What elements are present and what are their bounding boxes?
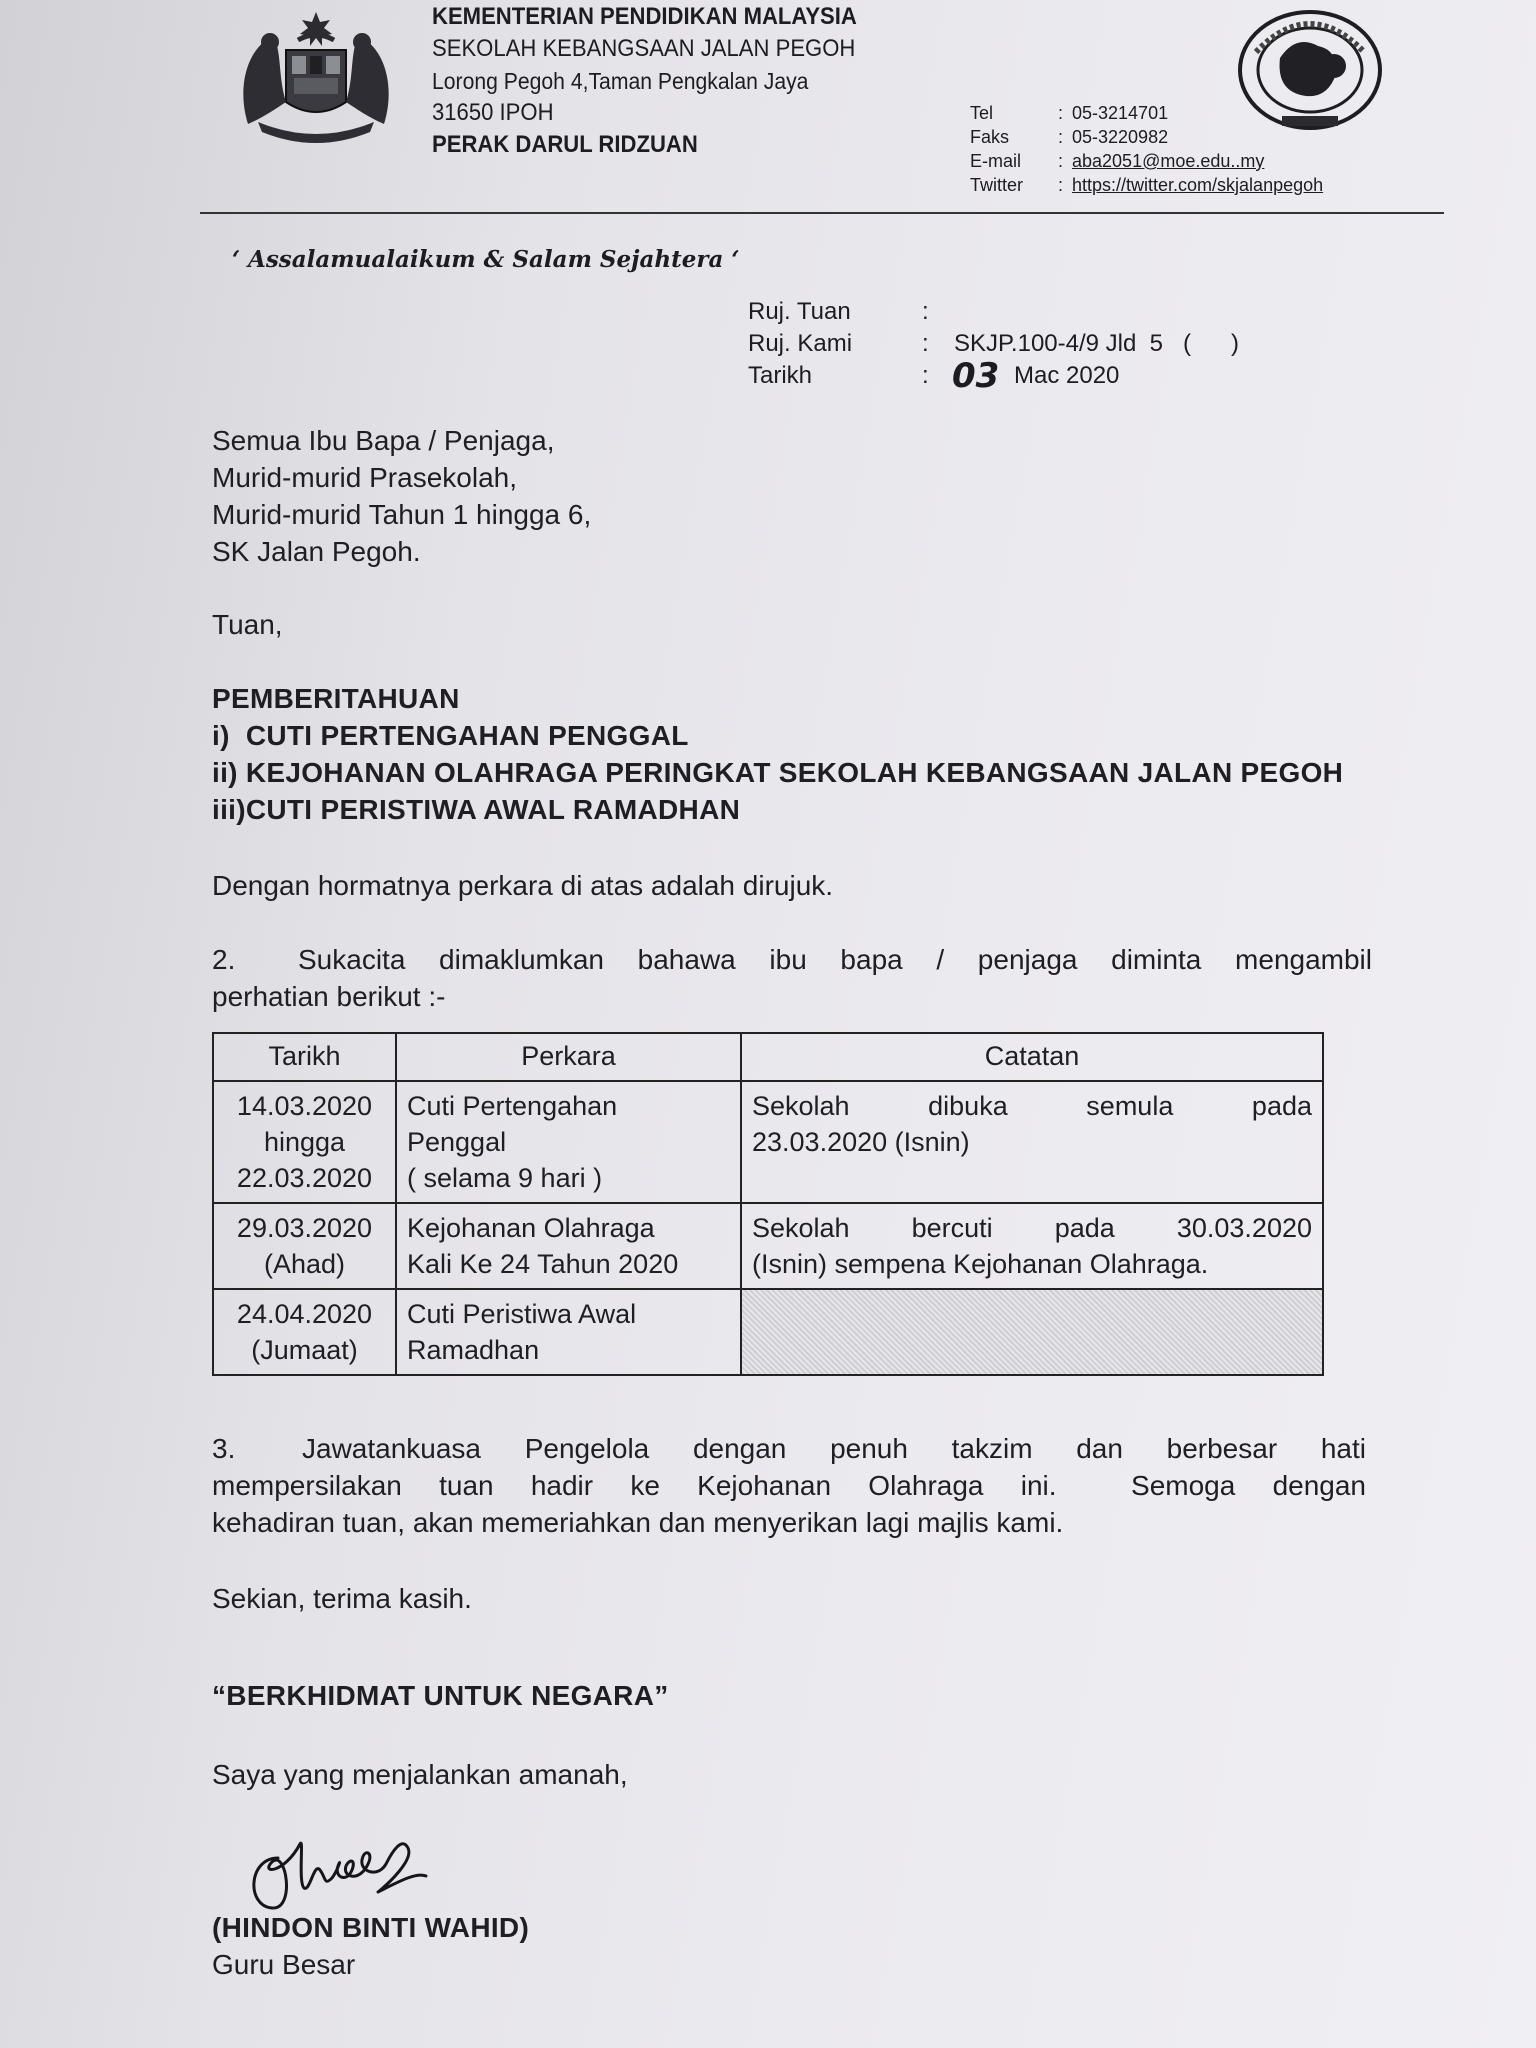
cell-line: hingga <box>263 1127 346 1157</box>
ref-colon: : <box>922 362 929 389</box>
para2-number: 2. <box>212 944 236 975</box>
ref-kami-label: Ruj. Kami <box>748 330 853 357</box>
para2-line2: perhatian berikut :- <box>212 981 446 1012</box>
signature-icon <box>238 1818 438 1914</box>
intro-paragraph: Dengan hormatnya perkara di atas adalah dirujuk. <box>212 870 834 901</box>
contact-colon: : <box>1058 151 1064 171</box>
contact-tel-value: 05-3214701 <box>1072 103 1169 123</box>
cell-catatan <box>741 1203 1323 1289</box>
contact-colon: : <box>1058 127 1064 147</box>
contact-fax-value: 05-3220982 <box>1072 127 1169 147</box>
subject-item-2: ii) KEJOHANAN OLAHRAGA PERINGKAT SEKOLAH KEBANGSAAN JALAN PEGOH <box>212 757 1344 788</box>
address-line-2: 31650 IPOH <box>432 99 554 126</box>
cell-line: (Jumaat) <box>251 1335 358 1365</box>
cell-line: 14.03.2020 <box>236 1091 373 1121</box>
signatory-name: (HINDON BINTI WAHID) <box>212 1912 530 1943</box>
school-name: SEKOLAH KEBANGSAAN JALAN PEGOH <box>432 35 856 62</box>
greeting: ‘ Assalamualaikum & Salam Sejahtera ‘ <box>232 246 740 273</box>
malaysia-coat-of-arms-icon <box>228 6 404 146</box>
cell-perkara <box>396 1203 741 1289</box>
subject-item-3: iii)CUTI PERISTIWA AWAL RAMADHAN <box>212 794 741 825</box>
cell-catatan <box>741 1081 1323 1203</box>
cell-line: 22.03.2020 <box>236 1163 373 1193</box>
cell-tarikh <box>213 1289 396 1375</box>
ref-date-value: Mac 2020 <box>1014 362 1120 389</box>
header-tarikh: Tarikh <box>213 1033 396 1081</box>
ref-date-label: Tarikh <box>748 362 813 389</box>
salutation: Tuan, <box>212 609 283 640</box>
cell-line: Kejohanan Olahraga <box>407 1213 655 1243</box>
header-catatan: Catatan <box>741 1033 1323 1081</box>
ref-colon: : <box>922 330 929 357</box>
table-row <box>213 1081 1323 1203</box>
recipient-line: Semua Ibu Bapa / Penjaga, <box>212 425 555 456</box>
recipient-line: SK Jalan Pegoh. <box>212 536 421 567</box>
motto: “BERKHIDMAT UNTUK NEGARA” <box>212 1680 669 1711</box>
saya-line: Saya yang menjalankan amanah, <box>212 1759 628 1790</box>
cell-tarikh <box>213 1081 396 1203</box>
ref-kami-value: SKJP.100-4/9 Jld 5 ( ) <box>954 330 1240 357</box>
ref-tuan-label: Ruj. Tuan <box>748 298 851 325</box>
subject-item-1: i) CUTI PERTENGAHAN PENGGAL <box>212 720 689 751</box>
contact-tel-label: Tel <box>970 103 994 123</box>
contact-colon: : <box>1058 103 1064 123</box>
table-row <box>213 1203 1323 1289</box>
para3-line2: mempersilakan tuan hadir ke Kejohanan Olahraga ini. Semoga dengan <box>212 1470 1366 1501</box>
para2-line1: Sukacita dimaklumkan bahawa ibu bapa / penjaga diminta mengambil <box>298 944 1372 975</box>
cell-tarikh <box>213 1203 396 1289</box>
contact-twitter-label: Twitter <box>970 175 1024 195</box>
cell-line: (Ahad) <box>263 1249 346 1279</box>
table-row <box>213 1289 1323 1375</box>
cell-line: Cuti Peristiwa Awal <box>407 1299 637 1329</box>
cell-line: Ramadhan <box>407 1335 540 1365</box>
cell-line: 24.04.2020 <box>236 1299 373 1329</box>
contact-email-link[interactable]: aba2051@moe.edu..my <box>1072 151 1265 171</box>
cell-catatan-shaded <box>741 1289 1323 1375</box>
header-perkara: Perkara <box>396 1033 741 1081</box>
para3-line3: kehadiran tuan, akan memeriahkan dan menyerikan lagi majlis kami. <box>212 1507 1064 1538</box>
cell-line: 29.03.2020 <box>236 1213 373 1243</box>
para3-line1: Jawatankuasa Pengelola dengan penuh takzim dan berbesar hati <box>302 1433 1366 1464</box>
letterhead-divider <box>200 212 1444 214</box>
cell-perkara <box>396 1289 741 1375</box>
cell-line: Penggal <box>407 1127 507 1157</box>
address-line-1: Lorong Pegoh 4,Taman Pengkalan Jaya <box>432 68 809 94</box>
cell-line: Kali Ke 24 Tahun 2020 <box>407 1249 679 1279</box>
recipient-line: Murid-murid Prasekolah, <box>212 462 517 493</box>
ministry-name: KEMENTERIAN PENDIDIKAN MALAYSIA <box>432 3 857 30</box>
state-name: PERAK DARUL RIDZUAN <box>432 131 698 158</box>
contact-twitter-link[interactable]: https://twitter.com/skjalanpegoh <box>1072 175 1324 195</box>
ref-colon: : <box>922 298 929 325</box>
schedule-table <box>212 1032 1324 1376</box>
cell-perkara <box>396 1081 741 1203</box>
signatory-title: Guru Besar <box>212 1949 356 1980</box>
cell-line: (Isnin) sempena Kejohanan Olahraga. <box>752 1249 1209 1279</box>
handwritten-day: 03 <box>952 356 1000 396</box>
recipient-line: Murid-murid Tahun 1 hingga 6, <box>212 499 592 530</box>
cell-line: ( selama 9 hari ) <box>407 1163 603 1193</box>
contact-colon: : <box>1058 175 1064 195</box>
cell-line: 23.03.2020 (Isnin) <box>752 1127 970 1157</box>
school-seal-icon <box>1236 8 1384 132</box>
table-header-row <box>213 1033 1323 1081</box>
contact-email-label: E-mail <box>970 151 1022 171</box>
cell-line: Sekolah bercuti pada 30.03.2020 <box>752 1213 1312 1243</box>
subject-heading: PEMBERITAHUAN <box>212 683 460 714</box>
closing: Sekian, terima kasih. <box>212 1583 472 1614</box>
contact-fax-label: Faks <box>970 127 1010 147</box>
cell-line: Sekolah dibuka semula pada <box>752 1091 1312 1121</box>
para3-number: 3. <box>212 1433 236 1464</box>
cell-line: Cuti Pertengahan <box>407 1091 618 1121</box>
